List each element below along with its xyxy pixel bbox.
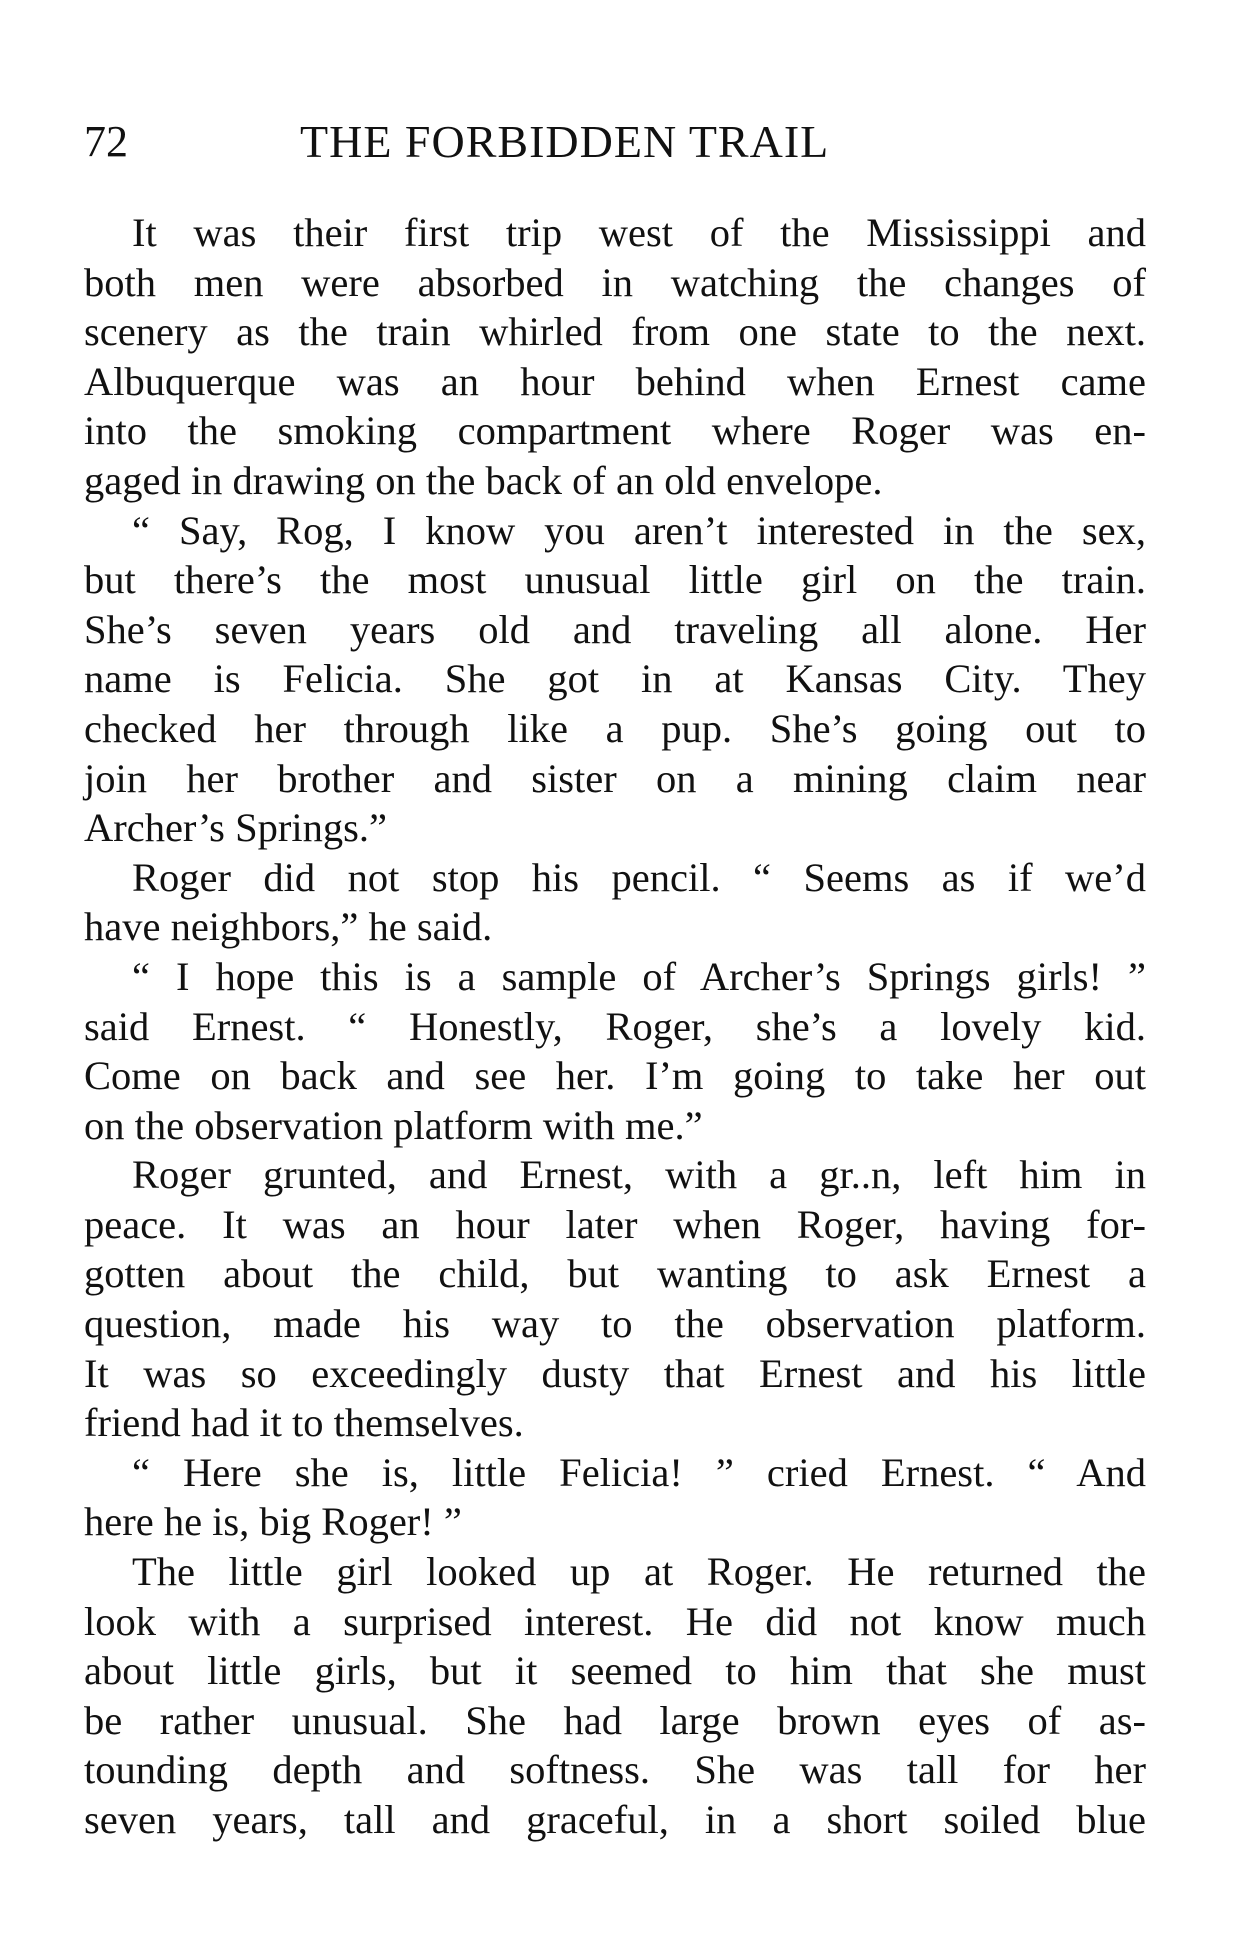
text-line: have neighbors,” he said. bbox=[84, 904, 493, 950]
text-line: It was so exceedingly dusty that Ernest and his little bbox=[84, 1350, 1146, 1396]
text-line: look with a surprised interest. He did not know much bbox=[84, 1598, 1146, 1644]
text-line: about little girls, but it seemed to him that she must bbox=[84, 1648, 1146, 1694]
text-line: both men were absorbed in watching the changes of bbox=[84, 259, 1146, 305]
text-line: question, made his way to the observation platform. bbox=[84, 1301, 1146, 1347]
text-line: seven years, tall and graceful, in a short soiled blue bbox=[84, 1797, 1146, 1842]
text-line: gotten about the child, but wanting to ask Ernest a bbox=[84, 1251, 1146, 1297]
text-line: scenery as the train whirled from one state to the next. bbox=[84, 309, 1146, 355]
text-line: “ Say, Rog, I know you aren’t interested in the sex, bbox=[132, 507, 1146, 553]
text-line: “ Here she is, little Felicia! ” cried Ernest. “ And bbox=[132, 1449, 1146, 1495]
text-line: It was their first trip west of the Mississippi and bbox=[132, 210, 1146, 255]
text-line: join her brother and sister on a mining claim near bbox=[84, 755, 1146, 801]
text-line: Archer’s Springs.” bbox=[84, 805, 387, 851]
text-line: be rather unusual. She had large brown eyes of as- bbox=[84, 1697, 1146, 1743]
running-head bbox=[84, 112, 1154, 172]
text-line: She’s seven years old and traveling all alone. Her bbox=[84, 606, 1146, 652]
text-line: Roger did not stop his pencil. “ Seems as if we’d bbox=[132, 854, 1146, 900]
text-line: peace. It was an hour later when Roger, having for- bbox=[84, 1201, 1146, 1247]
text-line: friend had it to themselves. bbox=[84, 1400, 524, 1446]
text-line: into the smoking compartment where Roger was en- bbox=[84, 408, 1146, 454]
text-line: name is Felicia. She got in at Kansas City. They bbox=[84, 656, 1146, 702]
text-line: said Ernest. “ Honestly, Roger, she’s a lovely kid. bbox=[84, 1003, 1146, 1049]
text-line: Come on back and see her. I’m going to take her out bbox=[84, 1053, 1146, 1099]
text-line: gaged in drawing on the back of an old envelope. bbox=[84, 457, 883, 503]
text-line: The little girl looked up at Roger. He returned the bbox=[132, 1549, 1146, 1595]
text-line: Roger grunted, and Ernest, with a gr..n, left him in bbox=[132, 1152, 1146, 1198]
text-line: checked her through like a pup. She’s going out to bbox=[84, 705, 1146, 751]
body-text bbox=[84, 208, 1146, 1845]
page-number: 72 bbox=[84, 117, 128, 166]
book-title: THE FORBIDDEN TRAIL bbox=[300, 116, 830, 167]
text-line: on the observation platform with me.” bbox=[84, 1102, 703, 1148]
text-line: tounding depth and softness. She was tall for her bbox=[84, 1747, 1146, 1793]
text-line: “ I hope this is a sample of Archer’s Springs girls! ” bbox=[132, 953, 1146, 999]
text-line: here he is, big Roger! ” bbox=[84, 1499, 462, 1545]
text-line: Albuquerque was an hour behind when Ernest came bbox=[84, 358, 1146, 404]
text-line: but there’s the most unusual little girl on the train. bbox=[84, 557, 1146, 603]
